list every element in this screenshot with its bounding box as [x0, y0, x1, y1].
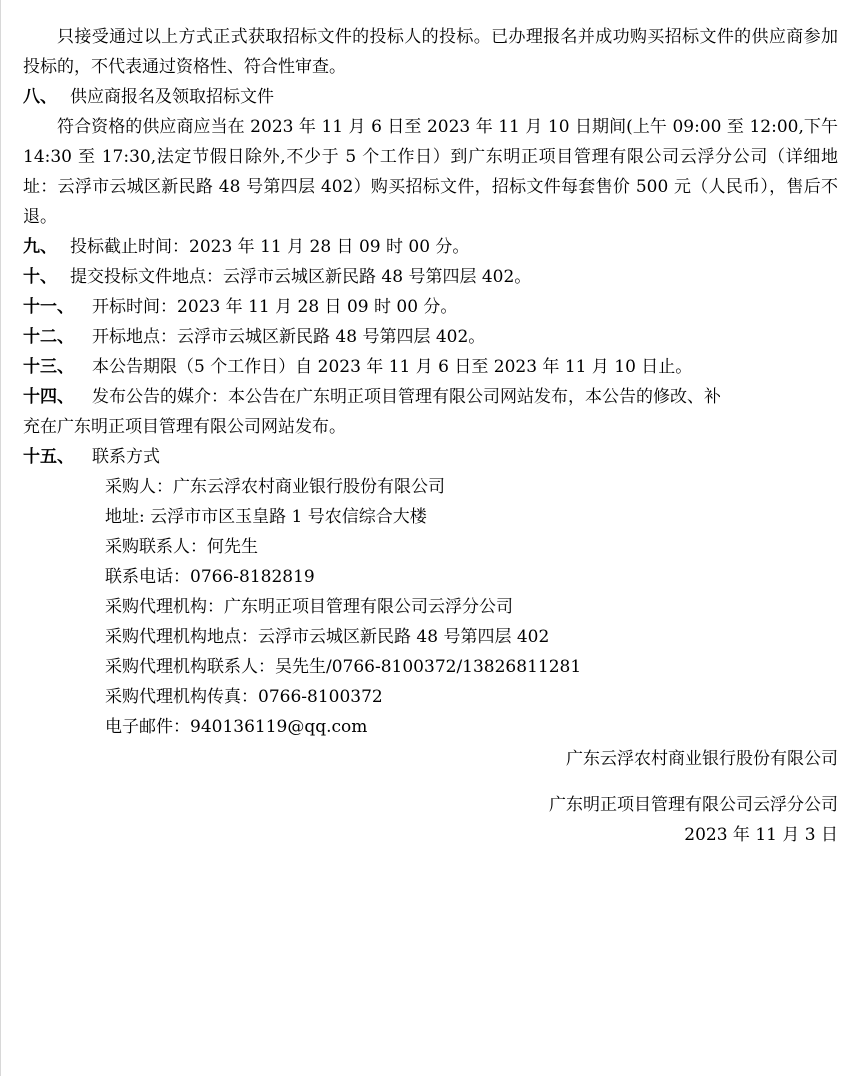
section-15 [23, 442, 838, 472]
section-12-text: 开标地点：云浮市云城区新民路 48 号第四层 402。 [92, 327, 486, 347]
signature-org-1: 广东云浮农村商业银行股份有限公司 [566, 749, 838, 769]
section-14 [23, 382, 838, 412]
section-12-number: 十二、 [23, 327, 74, 347]
contact-agency: 采购代理机构：广东明正项目管理有限公司云浮分公司 [105, 597, 513, 617]
section-11 [23, 292, 838, 322]
contact-buyer-person: 采购联系人：何先生 [105, 537, 258, 557]
section-10 [23, 262, 838, 292]
signature-date: 2023 年 11 月 3 日 [684, 825, 838, 845]
contact-address: 地址: 云浮市市区玉皇路 1 号农信综合大楼 [105, 507, 427, 527]
section-14-line2: 充在广东明正项目管理有限公司网站发布。 [23, 417, 346, 437]
contact-phone: 联系电话：0766-8182819 [105, 567, 315, 587]
contact-email: 电子邮件：940136119@qq.com [105, 717, 368, 737]
contact-agency-address: 采购代理机构地点：云浮市云城区新民路 48 号第四层 402 [105, 627, 550, 647]
section-15-title: 联系方式 [92, 447, 160, 467]
contact-list [105, 472, 838, 742]
section-9 [23, 232, 838, 262]
section-9-number: 九、 [23, 237, 57, 257]
section-15-number: 十五、 [23, 447, 74, 467]
section-14-line1: 发布公告的媒介：本公告在广东明正项目管理有限公司网站发布，本公告的修改、补 [92, 387, 721, 407]
intro-paragraph: 只接受通过以上方式正式获取招标文件的投标人的投标。已办理报名并成功购买招标文件的供应商参加投标的，不代表通过资格性、符合性审查。 [23, 27, 838, 77]
section-9-text: 投标截止时间：2023 年 11 月 28 日 09 时 00 分。 [70, 237, 470, 257]
section-11-text: 开标时间：2023 年 11 月 28 日 09 时 00 分。 [92, 297, 458, 317]
contact-agency-fax: 采购代理机构传真：0766-8100372 [105, 687, 383, 707]
section-13 [23, 352, 838, 382]
section-14-number: 十四、 [23, 387, 74, 407]
section-8-heading [23, 82, 838, 112]
section-13-number: 十三、 [23, 357, 74, 377]
section-12 [23, 322, 838, 352]
section-10-text: 提交投标文件地点：云浮市云城区新民路 48 号第四层 402。 [70, 267, 532, 287]
contact-buyer: 采购人：广东云浮农村商业银行股份有限公司 [105, 477, 445, 497]
section-11-number: 十一、 [23, 297, 74, 317]
section-10-number: 十、 [23, 267, 57, 287]
section-8-body: 符合资格的供应商应当在 2023 年 11 月 6 日至 2023 年 11 月 10 日期间(上午 09:00 至 12:00,下午 14:30 至 17:30,法定节假日除外,不少于 5 个工作日）到广东明正项目管理有限公司云浮分公司（详细地址：云浮市云城区新民路 48 号第四层 402）购买招标文件，招标文件每套售价 500 元（人民币），售后不退。 [23, 117, 838, 227]
contact-agency-person: 采购代理机构联系人：吴先生/0766-8100372/13826811281 [105, 657, 582, 677]
signature-org-2: 广东明正项目管理有限公司云浮分公司 [549, 795, 838, 815]
document-content [23, 22, 838, 850]
section-13-text: 本公告期限（5 个工作日）自 2023 年 11 月 6 日至 2023 年 11 月 10 日止。 [92, 357, 693, 377]
section-8-title: 供应商报名及领取招标文件 [70, 87, 274, 107]
section-8-number: 八、 [23, 87, 57, 107]
